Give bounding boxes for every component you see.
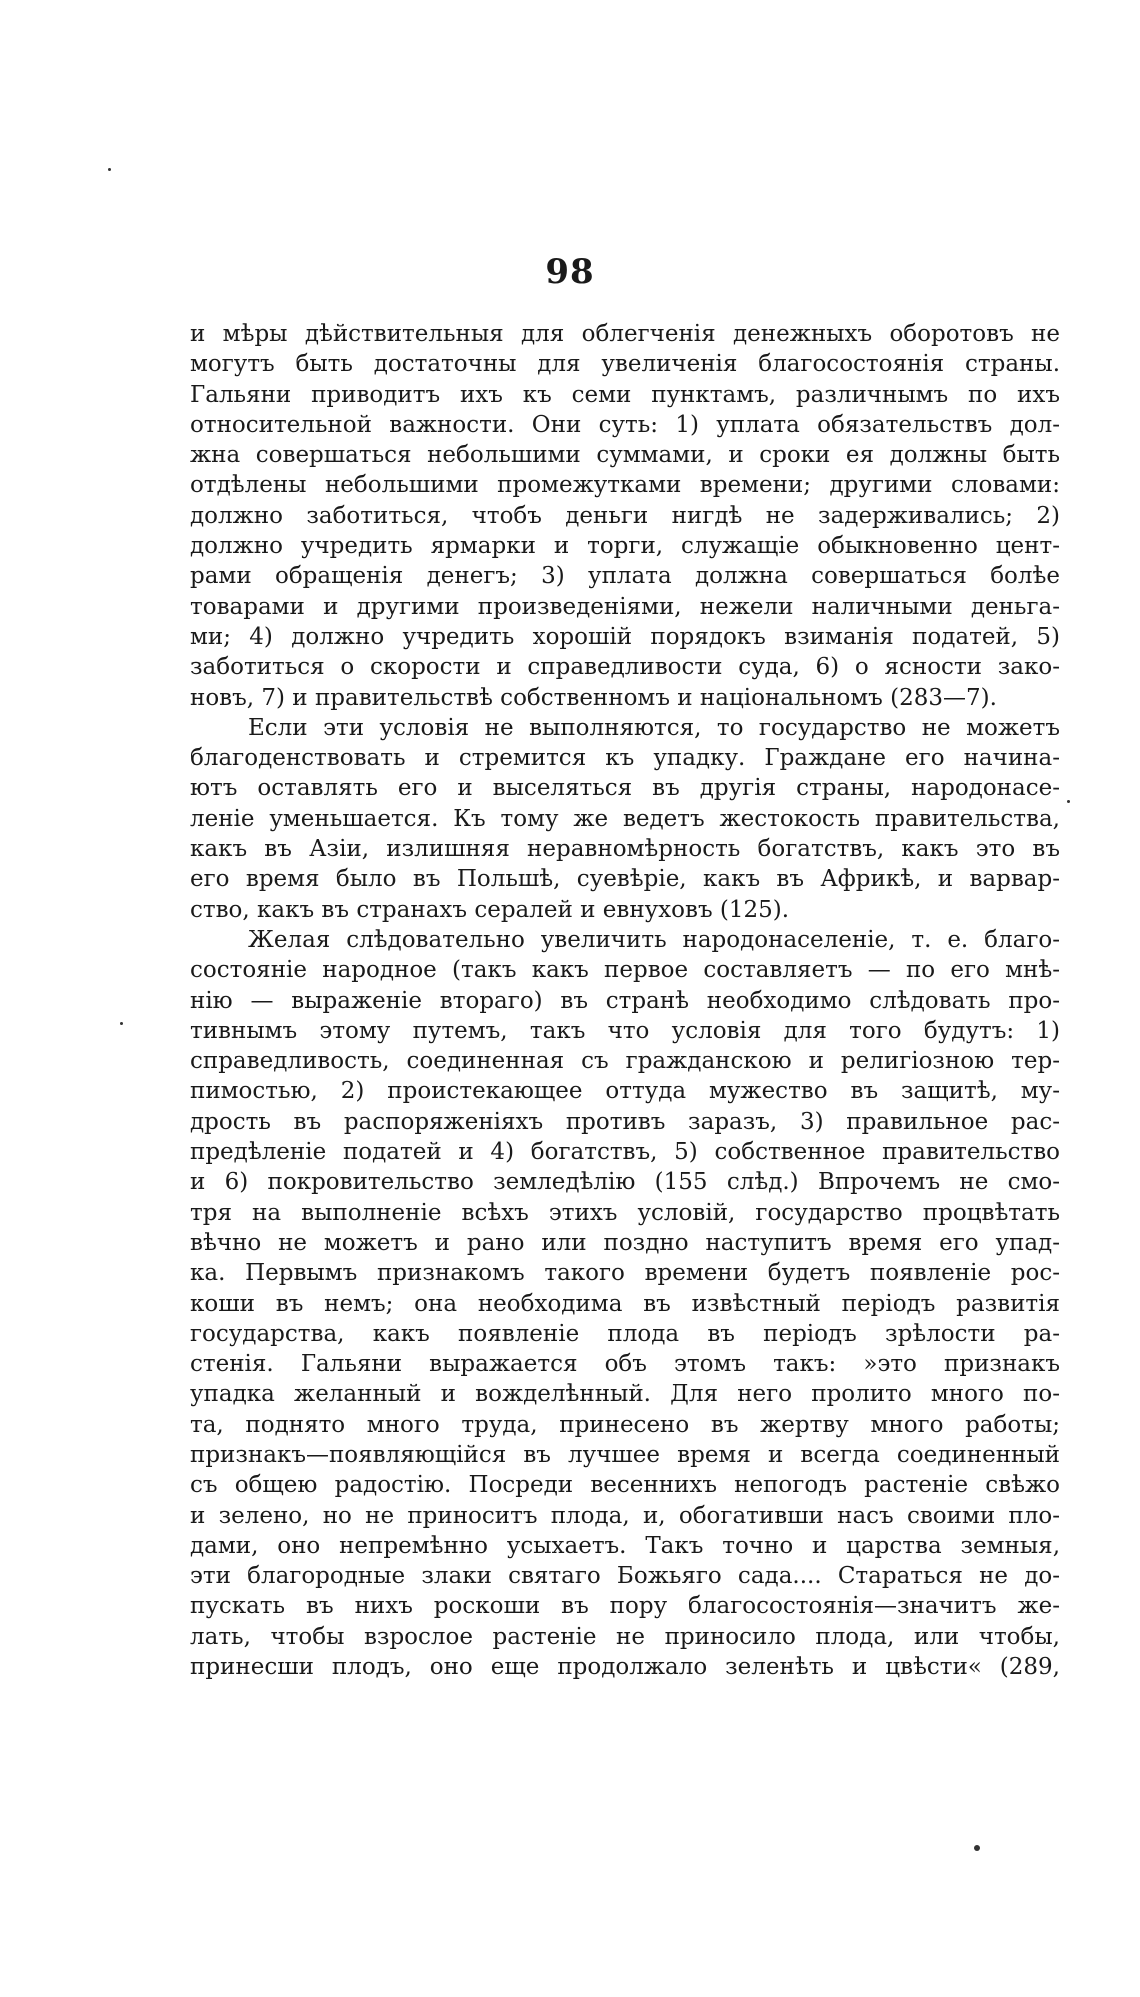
text-line: коши въ немъ; она необходима въ извѣстный періодъ развитія bbox=[190, 1290, 1060, 1317]
text-line: пимостью, 2) проистекающее оттуда мужество въ защитѣ, му- bbox=[190, 1078, 1060, 1105]
text-line: Если эти условія не выполняются, то государство не можетъ bbox=[248, 714, 1060, 741]
print-speck bbox=[108, 168, 111, 171]
text-line: предѣленіе податей и 4) богатствъ, 5) собственное правительство bbox=[190, 1139, 1060, 1166]
text-line: нію — выраженіе втораго) въ странѣ необходимо слѣдовать про- bbox=[190, 987, 1060, 1014]
text-line: пускать въ нихъ роскоши въ пору благосостоянія—значитъ же- bbox=[190, 1593, 1060, 1620]
text-line: эти благородные злаки святаго Божьяго сада.... Стараться не до- bbox=[190, 1563, 1060, 1590]
text-line: вѣчно не можетъ и рано или поздно наступитъ время его упад- bbox=[190, 1229, 1060, 1256]
body-text bbox=[190, 319, 1060, 1682]
text-line: дами, оно непремѣнно усыхаетъ. Такъ точно и царства земныя, bbox=[190, 1532, 1060, 1559]
print-speck bbox=[974, 1845, 980, 1851]
text-line: государства, какъ появленіе плода въ періодъ зрѣлости ра- bbox=[190, 1320, 1060, 1347]
text-line: рами обращенія денегъ; 3) уплата должна совершаться болѣе bbox=[190, 563, 1060, 590]
text-line: съ общею радостію. Посреди весеннихъ непогодъ растеніе свѣжо bbox=[190, 1472, 1060, 1499]
text-line: жна совершаться небольшими суммами, и сроки ея должны быть bbox=[190, 442, 1060, 469]
text-line: заботиться о скорости и справедливости суда, 6) о ясности зако- bbox=[190, 654, 1060, 681]
text-line: состояніе народное (такъ какъ первое составляетъ — по его мнѣ- bbox=[190, 957, 1060, 984]
text-line: ютъ оставлять его и выселяться въ другія страны, народонасе- bbox=[190, 775, 1060, 802]
text-line: упадка желанный и вожделѣнный. Для него пролито много по- bbox=[190, 1381, 1060, 1408]
text-line: должно заботиться, чтобъ деньги нигдѣ не задерживались; 2) bbox=[190, 502, 1060, 529]
text-line: какъ въ Азіи, излишняя неравномѣрность богатствъ, какъ это въ bbox=[190, 836, 1060, 863]
text-line: Гальяни приводитъ ихъ къ семи пунктамъ, различнымъ по ихъ bbox=[190, 381, 1060, 408]
text-line: благоденствовать и стремится къ упадку. Граждане его начина- bbox=[190, 745, 1060, 772]
text-line: его время было въ Польшѣ, суевѣріе, какъ въ Африкѣ, и варвар- bbox=[190, 866, 1060, 893]
text-line: тря на выполненіе всѣхъ этихъ условій, государство процвѣтать bbox=[190, 1199, 1060, 1226]
page-number: 98 bbox=[545, 252, 595, 292]
text-line: та, поднято много труда, принесено въ жертву много работы; bbox=[190, 1411, 1060, 1438]
text-line: лать, чтобы взрослое растеніе не приносило плода, или чтобы, bbox=[190, 1623, 1060, 1650]
text-line: новъ, 7) и правительствѣ собственномъ и національномъ (283—7). bbox=[190, 684, 997, 711]
print-speck bbox=[1067, 800, 1070, 803]
text-line: должно учредить ярмарки и торги, служащіе обыкновенно цент- bbox=[190, 533, 1060, 560]
print-speck bbox=[120, 1022, 123, 1025]
text-line: и 6) покровительство земледѣлію (155 слѣд.) Впрочемъ не смо- bbox=[190, 1169, 1060, 1196]
text-line: ство, какъ въ странахъ сералей и евнуховъ (125). bbox=[190, 896, 790, 923]
text-line: признакъ—появляющійся въ лучшее время и всегда соединенный bbox=[190, 1441, 1060, 1468]
text-line: и зелено, но не приноситъ плода, и, обогативши насъ своими пло- bbox=[190, 1502, 1060, 1529]
text-line: ми; 4) должно учредить хорошій порядокъ взиманія податей, 5) bbox=[190, 623, 1060, 650]
text-line: отдѣлены небольшими промежутками времени; другими словами: bbox=[190, 472, 1060, 499]
text-line: стенія. Гальяни выражается объ этомъ такъ: »это признакъ bbox=[190, 1351, 1060, 1378]
text-line: тивнымъ этому путемъ, такъ что условія для того будутъ: 1) bbox=[190, 1017, 1060, 1044]
text-line: принесши плодъ, оно еще продолжало зеленѣть и цвѣсти« (289, bbox=[190, 1654, 1060, 1681]
text-line: Желая слѣдовательно увеличить народонаселеніе, т. е. благо- bbox=[248, 926, 1060, 953]
text-line: справедливость, соединенная съ гражданскою и религіозною тер- bbox=[190, 1048, 1060, 1075]
text-line: товарами и другими произведеніями, нежели наличными деньга- bbox=[190, 593, 1060, 620]
text-line: относительной важности. Они суть: 1) уплата обязательствъ дол- bbox=[190, 411, 1060, 438]
text-line: и мѣры дѣйствительныя для облегченія денежныхъ оборотовъ не bbox=[190, 321, 1060, 347]
text-line: леніе уменьшается. Къ тому же ведетъ жестокость правительства, bbox=[190, 805, 1060, 832]
text-line: могутъ быть достаточны для увеличенія благосостоянія страны. bbox=[190, 351, 1060, 378]
text-line: ка. Первымъ признакомъ такого времени будетъ появленіе рос- bbox=[190, 1260, 1060, 1287]
text-line: дрость въ распоряженіяхъ противъ заразъ, 3) правильное рас- bbox=[190, 1108, 1060, 1135]
